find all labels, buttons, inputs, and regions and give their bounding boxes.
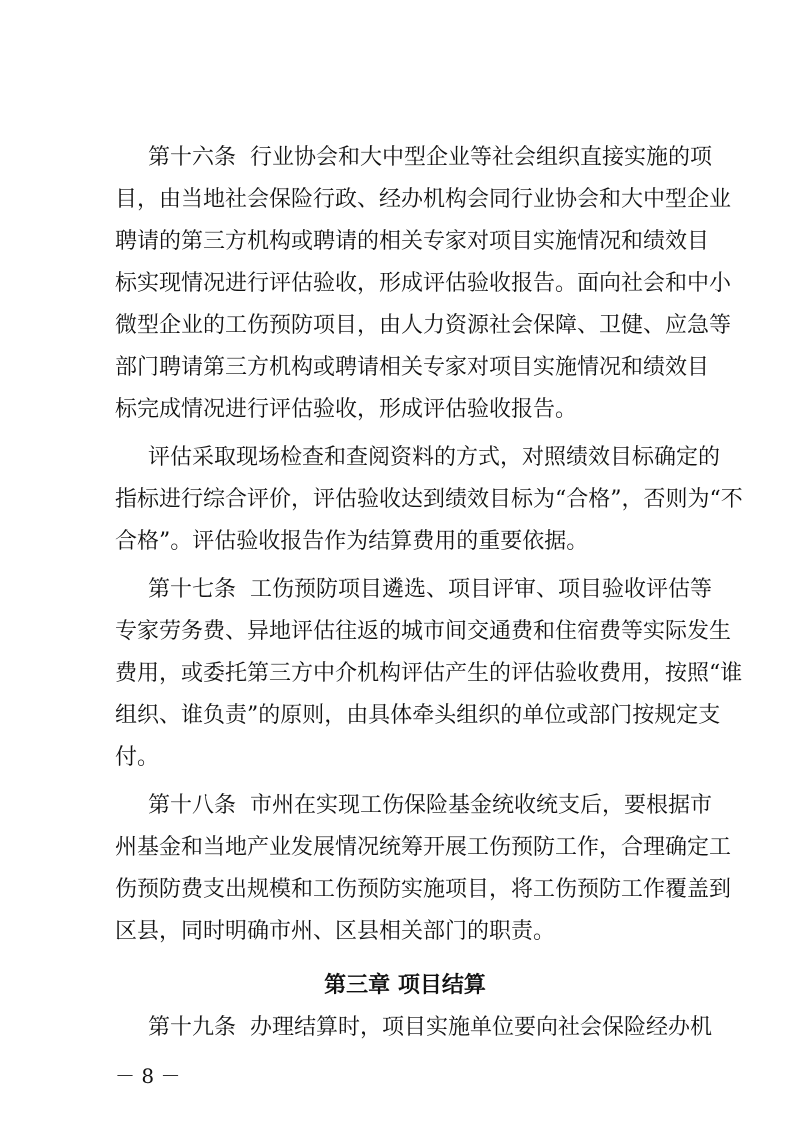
assessment-line-2: 指标进行综合评价，评估验收达到绩效目标为“合格”，否则为“不: [115, 487, 743, 512]
article-18-line-1: [148, 788, 713, 824]
article-16-line-4: 标实现情况进行评估验收，形成评估验收报告。面向社会和中小: [115, 271, 732, 296]
article-16-line-7: 标完成情况进行评估验收，形成评估验收报告。: [115, 397, 578, 422]
assessment-line-1: 评估采取现场检查和查阅资料的方式，对照绩效目标确定的: [148, 445, 721, 470]
article-19-text-1: 办理结算时，项目实施单位要向社会保险经办机: [250, 1015, 713, 1040]
article-16-line-5: 微型企业的工伤预防项目，由人力资源社会保障、卫健、应急等: [115, 313, 732, 338]
article-16-line-6: 部门聘请第三方机构或聘请相关专家对项目实施情况和绩效目: [115, 355, 710, 380]
article-19-line-1: [148, 1010, 713, 1046]
article-19-number: 第十九条: [148, 1015, 237, 1040]
article-16-number: 第十六条: [148, 145, 237, 170]
article-17-line-2: 专家劳务费、异地评估往返的城市间交通费和住宿费等实际发生: [115, 619, 732, 644]
chapter-3-heading: 第三章 项目结算: [324, 973, 486, 998]
article-17-line-1: [148, 572, 713, 608]
article-16-line-2: 目，由当地社会保险行政、经办机构会同行业协会和大中型企业: [115, 187, 732, 212]
article-17-text-1: 工伤预防项目遴选、项目评审、项目验收评估等: [250, 577, 713, 602]
article-16-text-1: 行业协会和大中型企业等社会组织直接实施的项: [250, 145, 713, 170]
article-16-line-3: 聘请的第三方机构或聘请的相关专家对项目实施情况和绩效目: [115, 229, 710, 254]
assessment-line-3: 合格”。评估验收报告作为结算费用的重要依据。: [115, 529, 589, 554]
article-18-line-4: 区县，同时明确市州、区县相关部门的职责。: [115, 919, 556, 944]
article-17-line-4: 组织、谁负责”的原则，由具体牵头组织的单位或部门按规定支: [115, 703, 721, 728]
article-17-line-5: 付。: [115, 745, 160, 770]
article-17-line-3: 费用，或委托第三方中介机构评估产生的评估验收费用，按照“谁: [115, 661, 743, 686]
article-16-line-1: [148, 140, 713, 176]
article-17-number: 第十七条: [148, 577, 237, 602]
article-18-number: 第十八条: [148, 793, 237, 818]
article-18-line-2: 州基金和当地产业发展情况统筹开展工伤预防工作，合理确定工: [115, 835, 732, 860]
article-18-line-3: 伤预防费支出规模和工伤预防实施项目，将工伤预防工作覆盖到: [115, 877, 732, 902]
page-number: － 8 －: [115, 1064, 181, 1088]
article-18-text-1: 市州在实现工伤保险基金统收统支后，要根据市: [250, 793, 713, 818]
